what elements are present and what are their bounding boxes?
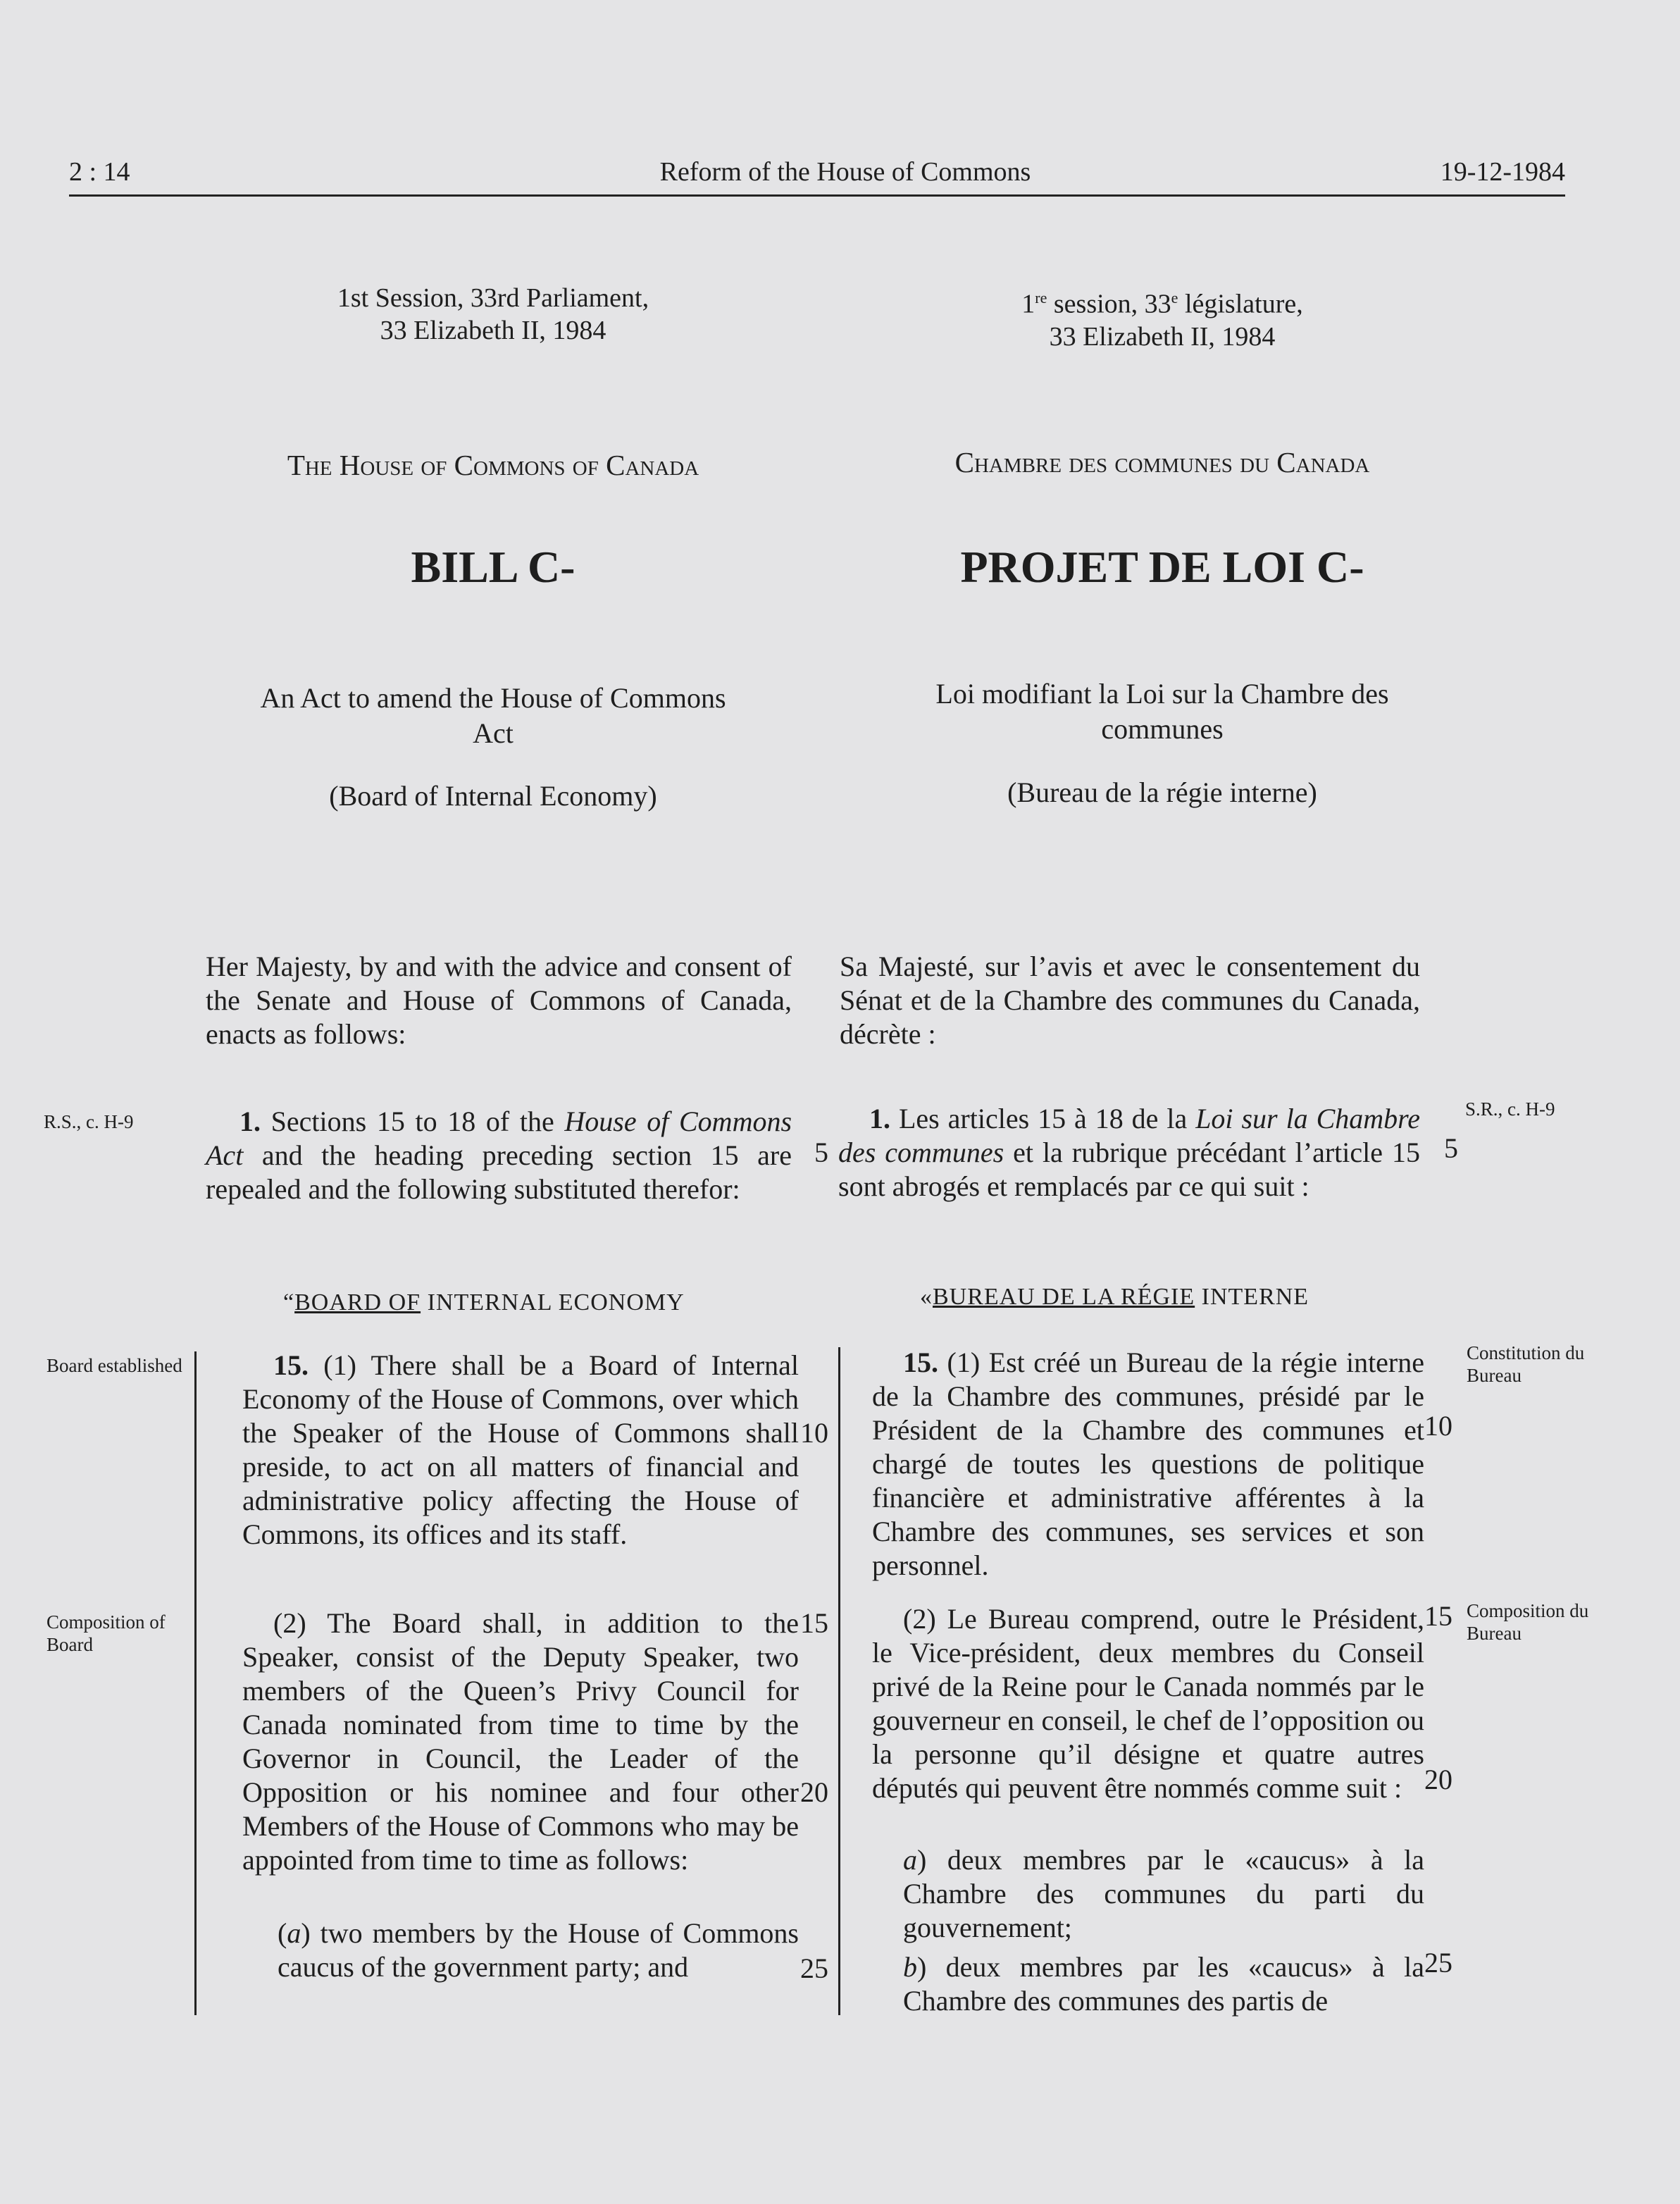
english-section-15-2: (2) The Board shall, in addition to the Speaker, consist of the Deputy Speaker, two members of the Queen’s Privy Council for Canada nominated from time to time by the Governor in Council, the Leader of the Opposition or his nominee and four other Members of the House of Commons who may be appointed from time to time as follows: — [242, 1607, 799, 1876]
english-session: 1st Session, 33rd Parliament, 33 Elizabeth II, 1984 — [337, 283, 649, 345]
english-enacting-clause: Her Majesty, by and with the advice and consent of the Senate and House of Commons of Canada, enacts as follows: — [206, 951, 792, 1050]
margin-note-sr: S.R., c. H-9 — [1465, 1098, 1555, 1120]
margin-note-board-established: Board established — [46, 1355, 182, 1376]
margin-note-composition: Composition of Board — [46, 1611, 166, 1655]
line-number-10-left: 10 — [800, 1417, 828, 1449]
french-paragraph-a: a) deux membres par le «caucus» à la Chambre des communes du parti du gouvernement; — [903, 1844, 1425, 1943]
running-title: Reform of the House of Commons — [659, 157, 1031, 187]
french-enacting-clause: Sa Majesté, sur l’avis et avec le consentement du Sénat et de la Chambre des communes du Canada, décrète : — [840, 951, 1420, 1050]
header-date: 19-12-1984 — [1440, 157, 1565, 187]
english-subtitle: (Board of Internal Economy) — [329, 780, 657, 812]
french-paragraph-b: b) deux membres par les «caucus» à la Chambre des communes des partis de — [903, 1951, 1424, 2017]
margin-note-rs: R.S., c. H-9 — [44, 1111, 134, 1132]
line-number-15-right: 15 — [1424, 1600, 1452, 1632]
line-number-10-right: 10 — [1424, 1410, 1452, 1442]
french-subtitle: (Bureau de la régie interne) — [1007, 776, 1317, 808]
french-section-1: 1. Les articles 15 à 18 de la Loi sur la Chambre des communes et la rubrique précédant l’article 15 sont abrogés et remplacés par ce qui suit : — [838, 1103, 1421, 1202]
margin-note-composition-fr: Composition du Bureau — [1467, 1600, 1589, 1644]
line-number-25-left: 25 — [800, 1952, 828, 1984]
page-number: 2 : 14 — [69, 157, 130, 187]
header-rule — [69, 194, 1565, 197]
french-section-15-1: 15. (1) Est créé un Bureau de la régie interne de la Chambre des communes, présidé par le Président de la Chambre des communes et chargé de toutes les questions de politique financière et administrative afférentes à la Chambre des communes, ses services et son personnel. — [872, 1346, 1425, 1581]
french-house-title: Chambre des communes du Canada — [954, 446, 1370, 478]
english-section-1: 1. Sections 15 to 18 of the House of Commons Act and the heading preceding section 15 are repealed and the following substituted therefor: — [206, 1106, 792, 1205]
english-section-15-1: 15. (1) There shall be a Board of Internal Economy of the House of Commons, over which the Speaker of the House of Commons shall preside, to act on all matters of financial and administrative policy affecting the House of Commons, its offices and its staff. — [242, 1349, 799, 1550]
french-session: 1re session, 33e législature, 33 Elizabeth II, 1984 — [1021, 289, 1303, 352]
english-bill-title: BILL C- — [411, 542, 575, 592]
french-change-bar — [838, 1347, 840, 2015]
english-paragraph-a: (a) two members by the House of Commons caucus of the government party; and — [278, 1917, 799, 1983]
line-number-25-right: 25 — [1424, 1947, 1452, 1979]
margin-note-constitution: Constitution du Bureau — [1467, 1342, 1585, 1386]
english-act-title: An Act to amend the House of Commons Act — [260, 682, 726, 749]
line-number-5-right: 5 — [1444, 1132, 1458, 1164]
french-bill-title: PROJET DE LOI C- — [960, 542, 1364, 592]
line-number-5-left: 5 — [814, 1137, 828, 1168]
line-number-15-left: 15 — [800, 1607, 828, 1639]
line-number-20-right: 20 — [1424, 1764, 1452, 1795]
french-act-title: Loi modifiant la Loi sur la Chambre des communes — [935, 678, 1389, 745]
english-section-heading: “BOARD OF INTERNAL ECONOMY — [283, 1289, 685, 1315]
english-house-title: The House of Commons of Canada — [287, 449, 699, 481]
french-section-15-2: (2) Le Bureau comprend, outre le Président, le Vice-président, deux membres du Conseil privé de la Reine pour le Canada nommés par le gouverneur en conseil, le chef de l’opposition ou la personne qu’il désigne et quatre autres députés qui peuvent être nommés comme suit : — [872, 1603, 1424, 1804]
english-change-bar — [194, 1351, 197, 2015]
french-section-heading: «BUREAU DE LA RÉGIE INTERNE — [920, 1284, 1309, 1310]
line-number-20-left: 20 — [800, 1776, 828, 1808]
